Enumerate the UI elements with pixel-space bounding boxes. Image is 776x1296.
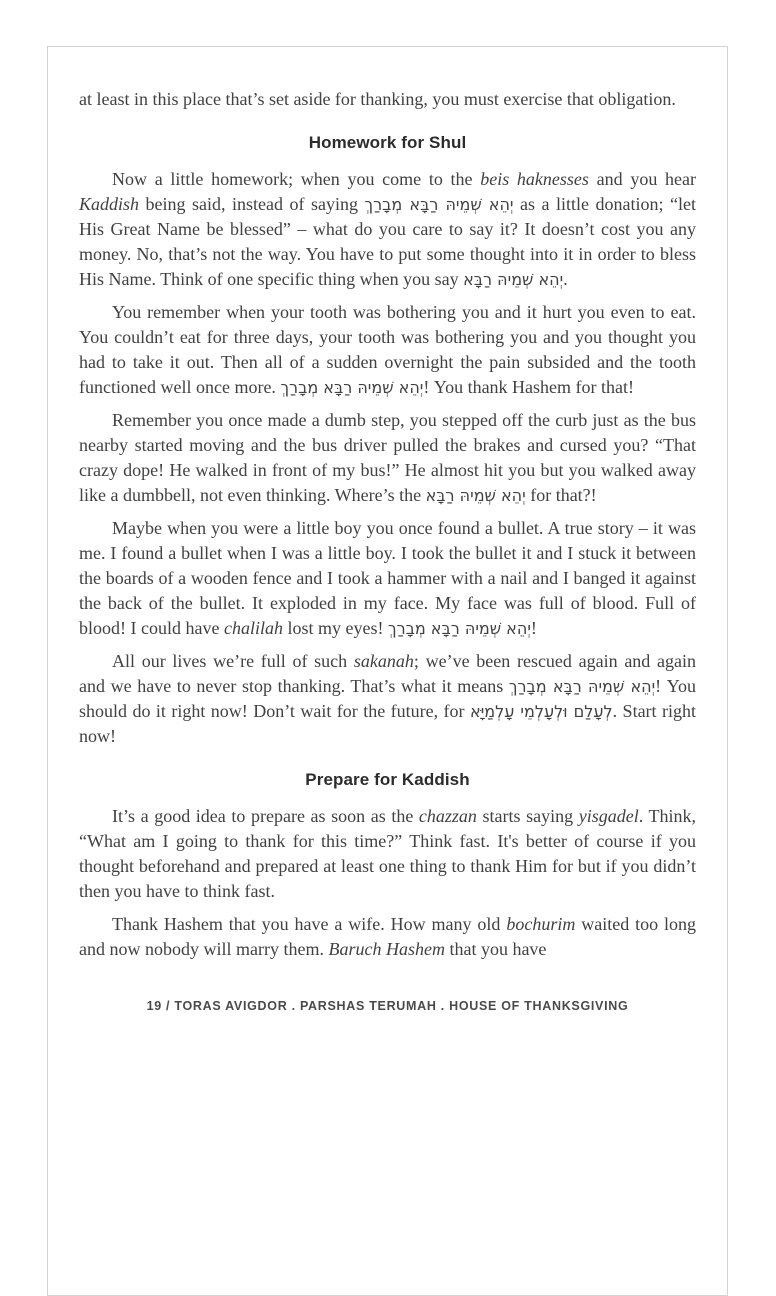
text-run: lost my eyes! xyxy=(282,618,388,638)
paragraph xyxy=(79,408,696,508)
text-run: and you hear xyxy=(588,169,696,189)
page-content-area xyxy=(48,47,727,1014)
italic-term: beis haknesses xyxy=(480,169,589,189)
text-run: starts saying xyxy=(476,806,579,826)
text-run: Maybe when you were a little boy you once found a bullet. A true story – it was me. I found a bullet when I was a little boy. I took the bullet it and I stuck it between the boards of a wooden fence and I took a hammer with a nail and I banged it against the back of the bullet. It exploded in my face. My face was full of blood. Full of blood! I could have xyxy=(79,518,696,638)
text-run: for that?! xyxy=(525,485,597,505)
text-run: that you have xyxy=(444,939,547,959)
italic-term: chalilah xyxy=(223,618,283,638)
page-footer: 19 / TORAS AVIGDOR . PARSHAS TERUMAH . HOUSE OF THANKSGIVING xyxy=(146,999,629,1013)
paragraph xyxy=(79,912,696,962)
text-run: All our lives we’re full of such xyxy=(112,651,354,671)
text-run: . Think, “What am I going to thank for this time?” Think fast. It's better of course if you thought beforehand and prepared at least one thing to thank Him for but if you didn’t then you have to think fast. xyxy=(79,806,696,901)
text-run: ! You should do it right now! Don’t wait for the future, for xyxy=(79,676,696,721)
text-run: ; we’ve been rescued again and again and we have to never stop thanking. That’s what it means xyxy=(79,651,696,696)
italic-term: Kaddish xyxy=(79,194,140,214)
italic-term: sakanah xyxy=(353,651,414,671)
text-run: It’s a good idea to prepare as soon as the xyxy=(112,806,419,826)
italic-term: yisgadel xyxy=(578,806,639,826)
paragraph xyxy=(79,804,696,904)
text-run: . xyxy=(563,269,568,289)
hebrew-phrase: יְהֵא שְׁמֵיהּ רַבָּא מְבָרַךְ xyxy=(508,677,656,696)
hebrew-phrase: יְהֵא שְׁמֵיהּ רַבָּא xyxy=(425,486,526,505)
italic-term: chazzan xyxy=(418,806,477,826)
text-run: waited too long and now nobody will marry them. xyxy=(79,914,697,959)
paragraph xyxy=(79,649,696,749)
hebrew-phrase: יְהֵא שְׁמֵיהּ רַבָּא מְבָרַךְ xyxy=(364,195,514,214)
text-run: at least in this place that’s set aside for thanking, you must exercise that obligation. xyxy=(79,89,676,109)
text-run: being said, instead of saying xyxy=(139,194,365,214)
italic-term: bochurim xyxy=(506,914,576,934)
paragraph xyxy=(79,300,696,400)
text-run: ! xyxy=(530,618,537,638)
italic-term: Baruch Hashem xyxy=(328,939,445,959)
hebrew-phrase: יְהֵא שְׁמֵיהּ רַבָּא מְבָרַךְ xyxy=(387,619,531,638)
document-page xyxy=(47,46,728,1296)
text-run: . Start right now! xyxy=(79,701,696,746)
text-run: as a little donation; “let His Great Name be blessed” – what do you care to say it? It doesn’t cost you any money. No, that’s not the way. You have to put some thought into it in order to bless His Name. Think of one specific thing when you say xyxy=(79,194,696,289)
text-run: Thank Hashem that you have a wife. How many old xyxy=(112,914,507,934)
text-run: You remember when your tooth was bothering you and it hurt you even to eat. You couldn’t eat for three days, your tooth was bothering you and you thought you had to take it out. Then all of a sudden overnight the pain subsided and the tooth functioned well once more. xyxy=(79,302,696,397)
text-run: ! You thank Hashem for that! xyxy=(423,377,635,397)
hebrew-phrase: יְהֵא שְׁמֵיהּ רַבָּא מְבָרַךְ xyxy=(280,378,424,397)
paragraph xyxy=(79,516,696,641)
text-run: Remember you once made a dumb step, you stepped off the curb just as the bus nearby started moving and the bus driver pulled the brakes and cursed you? “That crazy dope! He walked in front of my bus!” He almost hit you but you walked away like a dumbbell, not even thinking. Where’s the xyxy=(79,410,696,505)
hebrew-phrase: לְעָלַם וּלְעָלְמֵי עָלְמַיָּא xyxy=(470,702,613,721)
hebrew-phrase: יְהֵא שְׁמֵיהּ רַבָּא xyxy=(463,270,564,289)
paragraph xyxy=(79,87,696,112)
section-heading: Homework for Shul xyxy=(308,133,467,152)
section-heading: Prepare for Kaddish xyxy=(305,770,470,789)
paragraph xyxy=(79,167,696,292)
text-run: Now a little homework; when you come to the xyxy=(112,169,481,189)
article-body xyxy=(79,87,696,962)
